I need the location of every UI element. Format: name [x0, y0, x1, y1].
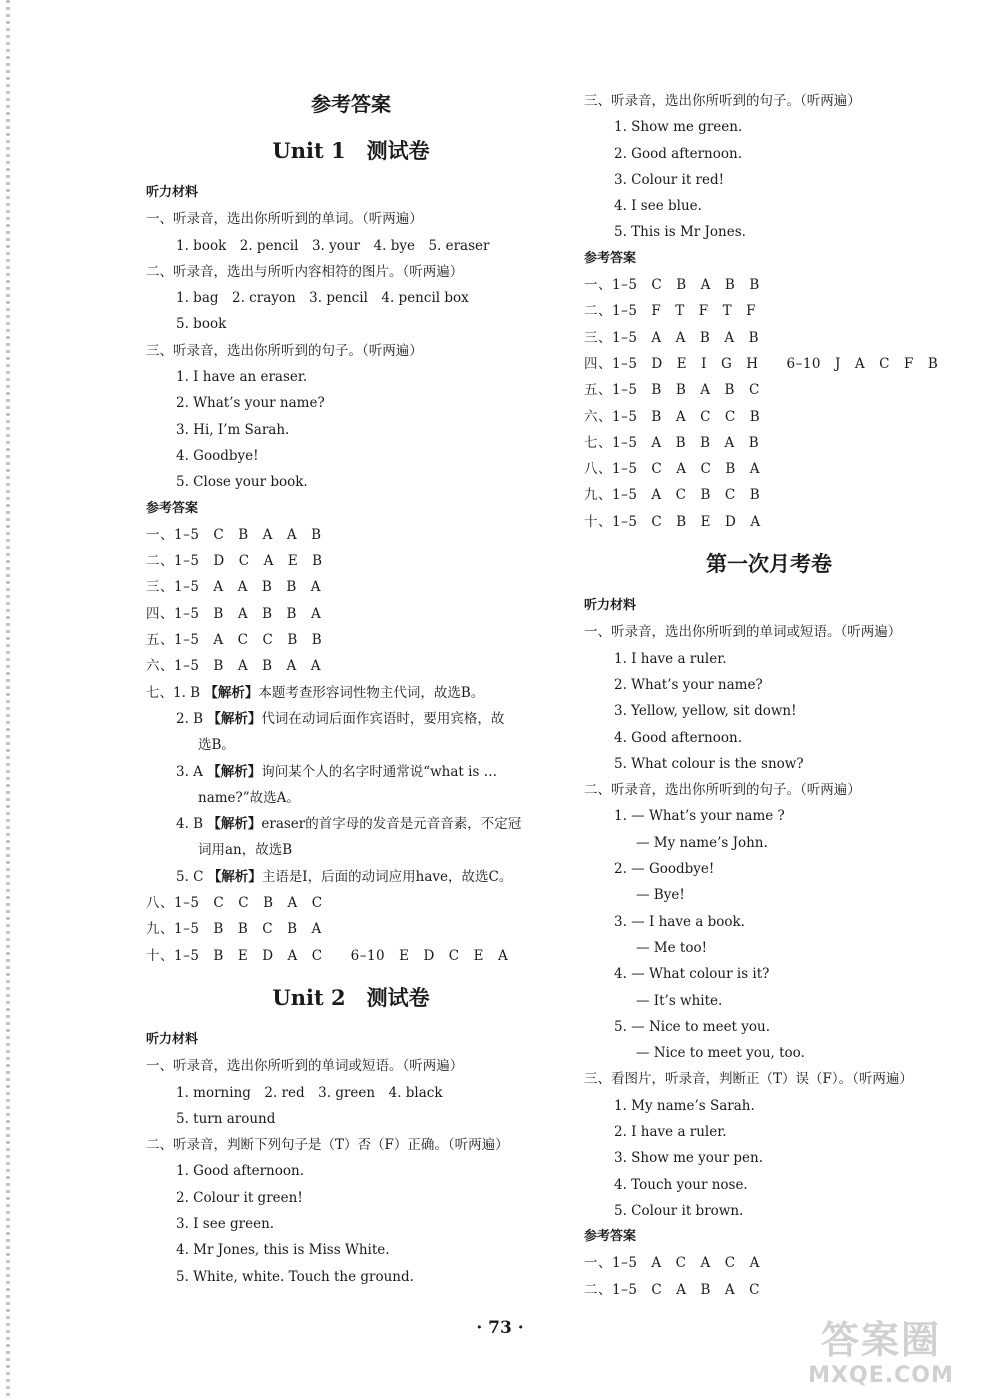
dialogue-reply: — Nice to meet you, too.	[636, 1045, 805, 1062]
list-item: 2. What’s your name?	[176, 395, 325, 412]
list-item: 1. Good afternoon.	[176, 1163, 304, 1180]
answer-row: 二、1–5 F T F T F	[584, 303, 757, 320]
answer-row: 五、1–5 A C C B B	[146, 632, 323, 649]
unit1-q2-items: 1. bag 2. crayon 3. pencil 4. pencil box	[176, 290, 469, 307]
unit1-q1-heading: 一、听录音，选出你所听到的单词。（听两遍）	[146, 211, 423, 228]
list-item: 1. I have an eraser.	[176, 369, 308, 386]
unit2-listening-label: 听力材料	[146, 1031, 199, 1047]
list-item: 2. I have a ruler.	[614, 1123, 727, 1140]
q7-item-number: 4. B	[176, 816, 204, 833]
answer-row: 四、1–5 D E I G H 6–10 J A C F B	[584, 355, 939, 372]
watermark-url: MXQE.COM	[808, 1363, 954, 1388]
list-item: 3. Hi, I’m Sarah.	[176, 421, 290, 438]
page-number: · 73 ·	[476, 1318, 524, 1338]
month-answers-label: 参考答案	[584, 1229, 637, 1245]
answer-row: 九、1–5 B B C B A	[146, 921, 322, 938]
analysis-text: 询问某个人的名字时通常说“what is …	[261, 763, 498, 780]
dialogue-reply: — Me too!	[636, 939, 708, 956]
answer-row: 二、1–5 D C A E B	[146, 553, 323, 570]
answer-row: 一、1–5 C B A B B	[584, 277, 760, 294]
unit1-q3-heading: 三、听录音，选出你所听到的句子。（听两遍）	[146, 342, 423, 359]
month-exam-title: 第一次月考卷	[706, 551, 832, 577]
analysis-text-cont: name?”故选A。	[198, 789, 300, 806]
q7-item-number: 2. B	[176, 710, 204, 727]
dialogue-line: 5. — Nice to meet you.	[614, 1018, 771, 1035]
month-listening-label: 听力材料	[584, 598, 637, 614]
unit1-answers-label: 参考答案	[146, 500, 199, 516]
q7-item-5	[146, 864, 556, 890]
q7-item-1	[146, 680, 556, 706]
list-item: 5. Colour it brown.	[614, 1202, 744, 1219]
month-q2-heading: 二、听录音，选出你所听到的句子。（听两遍）	[584, 782, 861, 799]
list-item: 5. Close your book.	[176, 474, 308, 491]
list-item: 4. I see blue.	[614, 198, 702, 215]
q7-item-number: 5. C	[176, 868, 204, 885]
answer-row: 四、1–5 B A B B A	[146, 605, 322, 622]
dialogue-line: 4. — What colour is it?	[614, 966, 770, 983]
list-item: 1. Show me green.	[614, 119, 743, 136]
list-item: 5. White, white. Touch the ground.	[176, 1268, 414, 1285]
answer-row: 一、1–5 A C A C A	[584, 1255, 760, 1272]
analysis-text: 代词在动词后面作宾语时，要用宾格，故	[261, 710, 505, 727]
list-item: 3. Yellow, yellow, sit down!	[614, 703, 797, 720]
list-item: 5. What colour is the snow?	[614, 755, 804, 772]
watermark-logo	[776, 1318, 986, 1398]
unit2-answers-label: 参考答案	[584, 250, 637, 266]
unit2-q1-heading: 一、听录音，选出你所听到的单词或短语。（听两遍）	[146, 1058, 464, 1075]
analysis-text: 本题考查形容词性物主代词，故选B。	[258, 684, 485, 701]
q7-item-number: 3. A	[176, 763, 203, 780]
unit2-q3-heading: 三、听录音，选出你所听到的句子。（听两遍）	[584, 93, 861, 109]
list-item: 4. Goodbye!	[176, 447, 259, 464]
analysis-tag: 【解析】	[207, 763, 262, 780]
unit1-listening-label: 听力材料	[146, 185, 199, 200]
answer-row: 七、1–5 A B B A B	[584, 434, 760, 451]
answer-row: 三、1–5 A A B B A	[146, 579, 322, 596]
binding-edge	[6, 0, 10, 1400]
list-item: 1. I have a ruler.	[614, 650, 727, 667]
analysis-tag: 【解析】	[207, 868, 262, 885]
dialogue-reply: — It’s white.	[636, 992, 723, 1009]
answer-row: 八、1–5 C C B A C	[146, 895, 323, 912]
list-item: 5. This is Mr Jones.	[614, 224, 746, 241]
answer-row: 十、1–5 B E D A C 6–10 E D C E A	[146, 947, 509, 964]
dialogue-line: 2. — Goodbye!	[614, 861, 715, 878]
list-item: 4. Touch your nose.	[614, 1176, 748, 1193]
list-item: 2. Good afternoon.	[614, 145, 742, 162]
list-item: 2. Colour it green!	[176, 1189, 303, 1206]
answer-row: 十、1–5 C B E D A	[584, 513, 761, 530]
list-item: 4. Good afternoon.	[614, 729, 742, 746]
answer-row: 八、1–5 C A C B A	[584, 461, 761, 478]
answer-row: 九、1–5 A C B C B	[584, 487, 761, 504]
q7-prefix: 七、1. B	[146, 684, 201, 701]
analysis-text: 主语是I，后面的动词应用have，故选C。	[261, 868, 513, 885]
unit1-q2-heading: 二、听录音，选出与所听内容相符的图片。（听两遍）	[146, 263, 464, 280]
answer-row: 六、1–5 B A B A A	[146, 658, 322, 675]
unit2-q1-items-cont: 5. turn around	[176, 1110, 276, 1127]
list-item: 2. What’s your name?	[614, 676, 763, 693]
dialogue-reply: — My name’s John.	[636, 834, 768, 851]
answer-row: 二、1–5 C A B A C	[584, 1281, 761, 1298]
list-item: 3. I see green.	[176, 1215, 275, 1232]
analysis-tag: 【解析】	[207, 816, 262, 833]
dialogue-reply: — Bye!	[636, 887, 685, 904]
unit2-q2-heading: 二、听录音，判断下列句子是（T）否（F）正确。（听两遍）	[146, 1137, 509, 1154]
watermark-text: 答案圈	[820, 1318, 941, 1362]
dialogue-line: 1. — What’s your name ?	[614, 808, 785, 825]
unit1-q1-items: 1. book 2. pencil 3. your 4. bye 5. eraser	[176, 237, 490, 254]
answer-row: 三、1–5 A A B A B	[584, 329, 760, 346]
q7-item-2	[146, 706, 556, 732]
unit2-q1-items: 1. morning 2. red 3. green 4. black	[176, 1084, 443, 1101]
q7-item-4	[146, 811, 556, 837]
list-item: 3. Colour it red!	[614, 171, 725, 188]
list-item: 3. Show me your pen.	[614, 1150, 763, 1167]
right-column	[584, 88, 954, 1303]
analysis-tag: 【解析】	[204, 684, 259, 701]
left-column	[146, 86, 556, 1290]
analysis-text: eraser的首字母的发音是元音音素，不定冠	[261, 816, 522, 833]
unit1-title: Unit 1 测试卷	[272, 138, 430, 163]
list-item: 4. Mr Jones, this is Miss White.	[176, 1242, 390, 1259]
analysis-text-cont: 词用an，故选B	[198, 842, 293, 859]
analysis-text-cont: 选B。	[198, 737, 235, 754]
dialogue-line: 3. — I have a book.	[614, 913, 745, 930]
q7-item-3	[146, 759, 556, 785]
answer-row: 五、1–5 B B A B C	[584, 382, 760, 399]
month-q3-heading: 三、看图片，听录音，判断正（T）误（F）。（听两遍）	[584, 1071, 913, 1088]
answer-row: 六、1–5 B A C C B	[584, 408, 761, 425]
list-item: 1. My name’s Sarah.	[614, 1097, 755, 1114]
answer-row: 一、1–5 C B A A B	[146, 526, 322, 543]
analysis-tag: 【解析】	[207, 710, 262, 727]
page-title: 参考答案	[311, 92, 391, 116]
month-q1-heading: 一、听录音，选出你所听到的单词或短语。（听两遍）	[584, 624, 902, 641]
unit2-title: Unit 2 测试卷	[272, 984, 430, 1010]
unit1-q2-items-cont: 5. book	[176, 316, 227, 333]
